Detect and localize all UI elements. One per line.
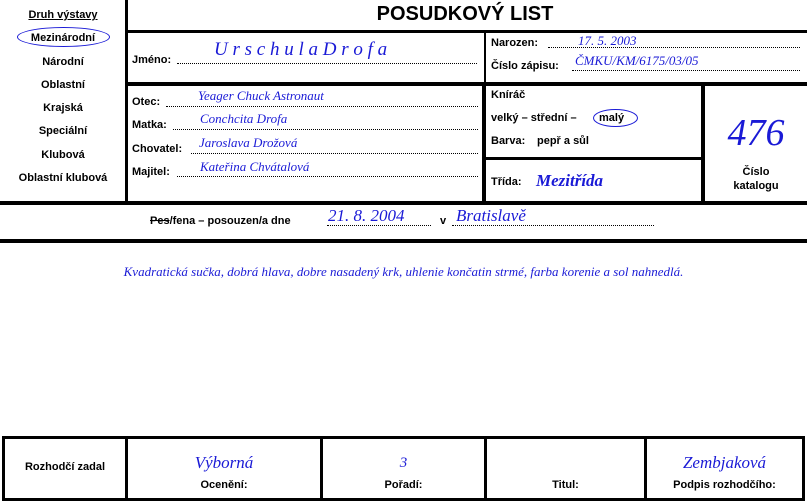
breeder-label: Chovatel: bbox=[132, 143, 183, 155]
name-value[interactable]: U r s c h u l a D r o f a bbox=[214, 39, 388, 60]
judge-label: Rozhodčí zadal bbox=[24, 461, 106, 473]
rating-value[interactable]: Výborná bbox=[194, 453, 254, 472]
registration-value[interactable]: ČMKU/KM/6175/03/05 bbox=[575, 53, 699, 68]
rating-label: Ocenění: bbox=[200, 479, 248, 491]
breeder-dotted-line bbox=[191, 153, 478, 154]
page-title: POSUDKOVÝ LIST bbox=[376, 3, 554, 25]
mother-label: Matka: bbox=[132, 119, 167, 131]
name-born-divider bbox=[484, 30, 486, 84]
breed-class-divider bbox=[484, 157, 703, 160]
judging-in-label: v bbox=[440, 215, 447, 227]
catalog-number[interactable]: 476 bbox=[727, 112, 785, 154]
color-label: Barva: bbox=[491, 135, 526, 147]
judging-prefix-strike: Pes bbox=[150, 215, 170, 227]
owner-label: Majitel: bbox=[132, 166, 170, 178]
mother-dotted-line bbox=[173, 129, 478, 130]
judging-prefix bbox=[150, 215, 291, 227]
size-selection-circle bbox=[593, 109, 638, 127]
selection-circle bbox=[17, 27, 110, 47]
born-label: Narozen: bbox=[491, 37, 539, 49]
mother-value[interactable]: Conchcita Drofa bbox=[200, 111, 288, 126]
class-label: Třída: bbox=[491, 176, 522, 188]
owner-dotted-line bbox=[177, 176, 478, 177]
color-value: pepř a sůl bbox=[537, 135, 589, 147]
sidebar-item-oblastni[interactable]: Oblastní bbox=[40, 79, 85, 91]
judging-place[interactable]: Bratislavě bbox=[456, 206, 526, 225]
father-value[interactable]: Yeager Chuck Astronaut bbox=[198, 88, 324, 103]
owner-value[interactable]: Kateřina Chvátalová bbox=[200, 159, 310, 174]
title-label: Titul: bbox=[552, 479, 579, 491]
sidebar-item-klubova[interactable]: Klubová bbox=[41, 149, 85, 161]
order-label: Pořadí: bbox=[384, 479, 423, 491]
size-selected[interactable]: malý bbox=[599, 112, 625, 124]
catalog-label-line1: Číslo bbox=[742, 166, 770, 178]
sidebar-item-oblastni-klubova[interactable]: Oblastní klubová bbox=[18, 172, 108, 184]
sidebar-heading: Druh výstavy bbox=[28, 9, 98, 21]
people-breed-divider bbox=[482, 84, 486, 203]
name-dotted-line bbox=[177, 63, 477, 64]
catalog-label-line2: katalogu bbox=[733, 180, 779, 192]
title-underline bbox=[125, 30, 807, 33]
judging-prefix-rest: /fena – posouzen/a dne bbox=[169, 215, 291, 227]
sidebar-item-mezinarodni[interactable]: Mezinárodní bbox=[30, 32, 96, 44]
father-label: Otec: bbox=[132, 96, 161, 108]
sidebar-item-specialni[interactable]: Speciální bbox=[38, 125, 88, 137]
judging-date[interactable]: 21. 8. 2004 bbox=[328, 206, 405, 225]
registration-label: Číslo zápisu: bbox=[491, 60, 559, 72]
sidebar-item-krajska[interactable]: Krajská bbox=[43, 102, 83, 114]
size-options: velký – střední – bbox=[491, 112, 577, 124]
assessment-text[interactable]: Kvadratická sučka, dobrá hlava, dobre nasadený krk, uhlenie končatin strmé, farba korenie a sol nahnedlá. bbox=[123, 264, 684, 279]
born-value[interactable]: 17. 5. 2003 bbox=[578, 33, 637, 48]
order-value[interactable]: 3 bbox=[399, 455, 408, 471]
breeder-value[interactable]: Jaroslava Drožová bbox=[199, 135, 298, 150]
sidebar-item-narodni[interactable]: Národní bbox=[42, 56, 84, 68]
footer-divider-3 bbox=[484, 436, 487, 501]
signature-value[interactable]: Zembjaková bbox=[682, 453, 767, 472]
judging-row-bottom bbox=[0, 239, 807, 243]
name-label: Jméno: bbox=[132, 54, 172, 66]
signature-label: Podpis rozhodčího: bbox=[673, 479, 776, 491]
breed-title: Kníráč bbox=[491, 89, 526, 101]
registration-dotted-line bbox=[572, 70, 800, 71]
class-value[interactable]: Mezitřída bbox=[536, 171, 604, 190]
father-dotted-line bbox=[166, 106, 478, 107]
header-block-bottom bbox=[0, 201, 807, 205]
